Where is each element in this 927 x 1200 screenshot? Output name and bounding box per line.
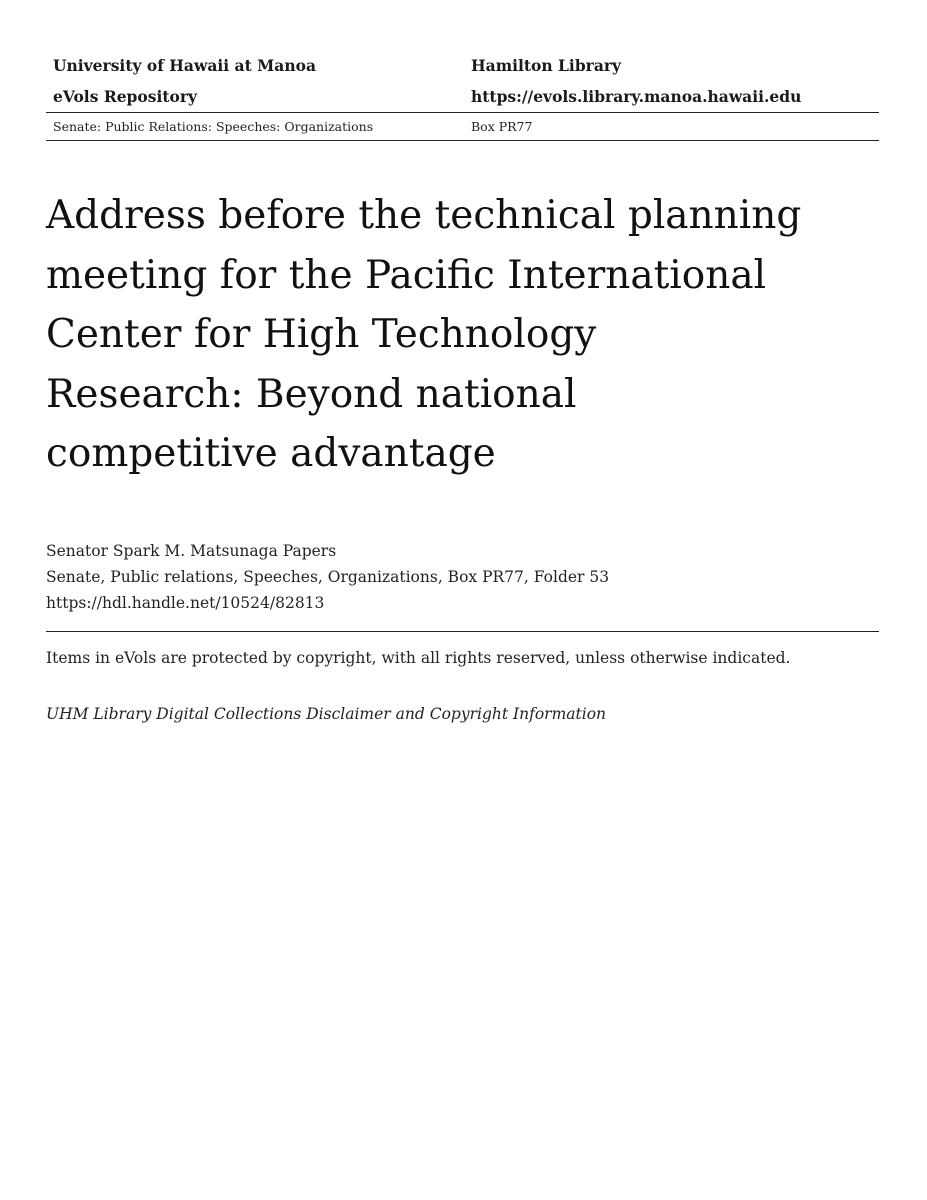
collection-path: Senate: Public Relations: Speeches: Organizations: [53, 119, 374, 134]
folder-location: Senate, Public relations, Speeches, Organizations, Box PR77, Folder 53: [46, 568, 610, 586]
document-title: Address before the technical planning meeting for the Pacific International Center for High Technology Research: Beyond national competitive advantage: [46, 193, 802, 476]
rights-statement: Items in eVols are protected by copyright, with all rights reserved, unless otherwise indicated.: [46, 649, 791, 667]
repository-name: eVols Repository: [53, 87, 198, 106]
header-table: [46, 50, 879, 141]
header-row-1: [46, 50, 879, 81]
header-row-3: [46, 113, 879, 140]
handle-link[interactable]: https://hdl.handle.net/10524/82813: [46, 594, 325, 612]
collection-name: Senator Spark M. Matsunaga Papers: [46, 542, 337, 560]
repository-url[interactable]: https://evols.library.manoa.hawaii.edu: [471, 87, 802, 106]
document-metadata: [46, 538, 609, 616]
header-row-2: [46, 81, 879, 112]
library-name: Hamilton Library: [471, 56, 622, 75]
institution-name: University of Hawaii at Manoa: [53, 56, 316, 75]
disclaimer-link[interactable]: UHM Library Digital Collections Disclaimer and Copyright Information: [46, 705, 607, 723]
section-divider: [46, 631, 879, 632]
box-label: Box PR77: [471, 119, 533, 134]
header-bottom-divider: [46, 140, 879, 141]
